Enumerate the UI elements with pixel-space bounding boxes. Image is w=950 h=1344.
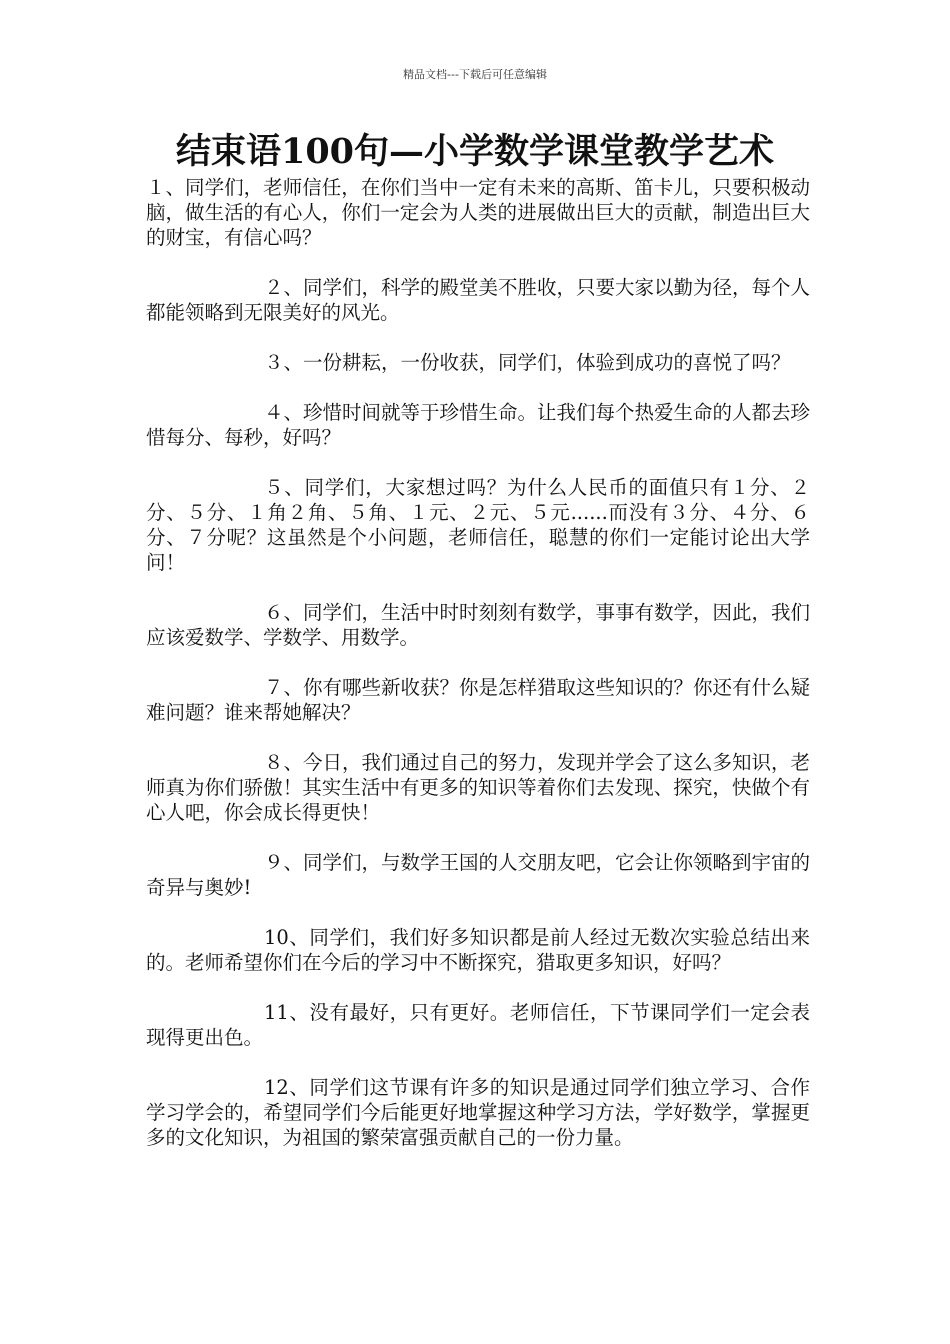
header-note: 精品文档---下载后可任意编辑 <box>403 68 547 81</box>
paragraph-3: ３、一份耕耘，一份收获，同学们，体验到成功的喜悦了吗？ <box>264 351 791 374</box>
document-title: 结束语100句—小学数学课堂教学艺术 <box>175 131 775 172</box>
paragraph-2: ２、同学们，科学的殿堂美不胜收，只要大家以勤为径，每个人都能领略到无限美好的风光。 <box>146 276 811 324</box>
document-body <box>146 175 810 1175</box>
paragraph-4: ４、珍惜时间就等于珍惜生命。让我们每个热爱生命的人都去珍惜每分、每秒，好吗？ <box>146 401 811 449</box>
paragraph-5: ５、同学们，大家想过吗？为什么人民币的面值只有１分、２分、５分、１角２角、５角、１元、２元、５元......而没有３分、４分、６分、７分呢？这虽然是个小问题，老师信任，聪慧的你们一定能讨论出大学问！ <box>146 476 810 574</box>
paragraph-10: 10、同学们，我们好多知识都是前人经过无数次实验总结出来的。老师希望你们在今后的学习中不断探究，猎取更多知识，好吗？ <box>146 926 810 974</box>
paragraph-7: ７、你有哪些新收获？你是怎样猎取这些知识的？你还有什么疑难问题？谁来帮她解决？ <box>146 676 811 724</box>
paragraph-8: ８、今日，我们通过自己的努力，发现并学会了这么多知识，老师真为你们骄傲！其实生活中有更多的知识等着你们去发现、探究，快做个有心人吧，你会成长得更快！ <box>146 751 811 824</box>
paragraph-6: ６、同学们，生活中时时刻刻有数学，事事有数学，因此，我们应该爱数学、学数学、用数学。 <box>146 601 811 649</box>
paragraph-9: ９、同学们，与数学王国的人交朋友吧，它会让你领略到宇宙的奇异与奥妙! <box>146 851 811 899</box>
paragraph-12: 12、同学们这节课有许多的知识是通过同学们独立学习、合作学习学会的，希望同学们今后能更好地掌握这种学习方法，学好数学，掌握更多的文化知识，为祖国的繁荣富强贡献自己的一份力量。 <box>146 1076 810 1149</box>
paragraph-1: １、同学们，老师信任，在你们当中一定有未来的高斯、笛卡儿，只要积极动脑，做生活的有心人，你们一定会为人类的进展做出巨大的贡献，制造出巨大的财宝，有信心吗？ <box>146 176 810 249</box>
paragraph-11: 11、没有最好，只有更好。老师信任，下节课同学们一定会表现得更出色。 <box>146 1001 810 1049</box>
